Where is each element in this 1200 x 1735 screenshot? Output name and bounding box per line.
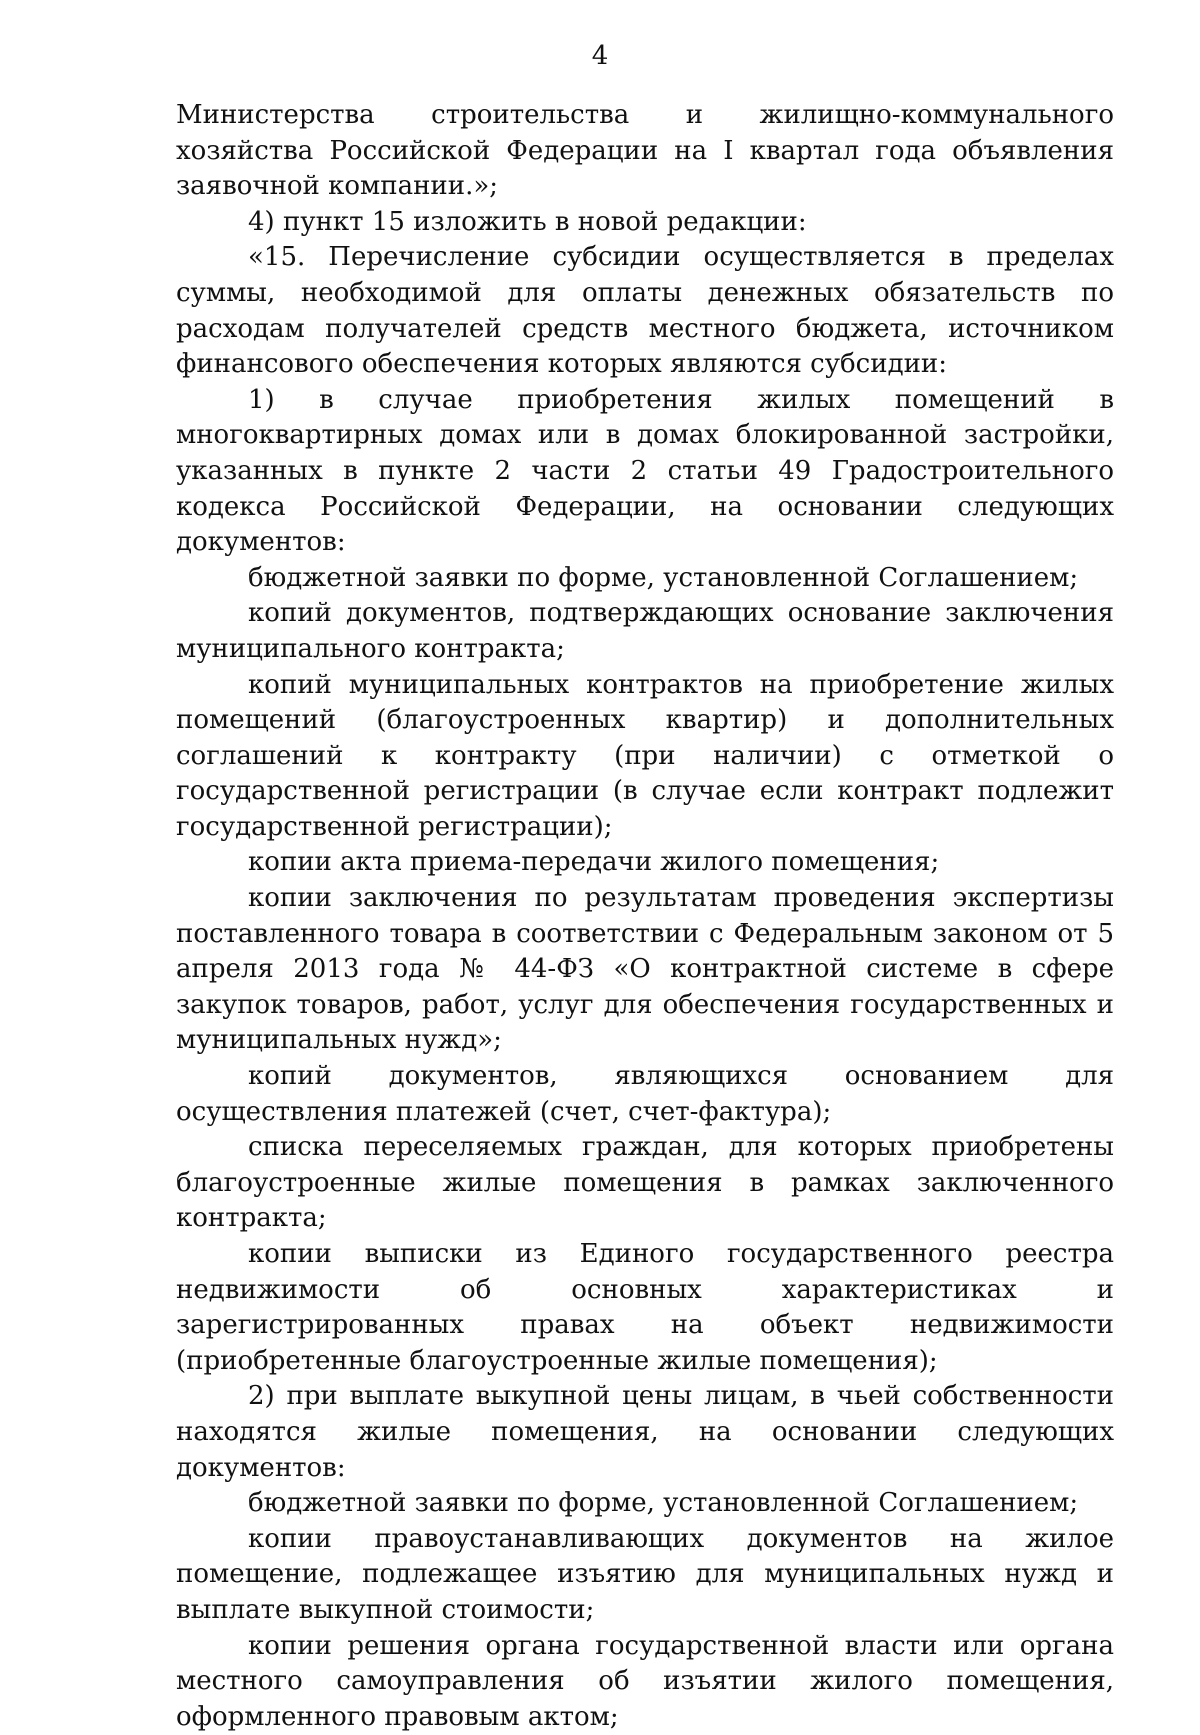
list-item-payment-docs: копий документов, являющихся основанием для осуществления платежей (счет, счет-фактура); xyxy=(176,1061,1114,1127)
list-item-title-documents: копии правоустанавливающих документов на жилое помещение, подлежащее изъятию для муниципальных нужд и выплате выкупной стоимости; xyxy=(176,1523,1114,1625)
paragraph-clause-15: «15. Перечисление субсидии осуществляется в пределах суммы, необходимой для оплаты денежных обязательств по расходам получателей средств местного бюджета, источником финансового обеспечения которых являются субсидии: xyxy=(176,242,1114,380)
paragraph-subitem-1: 1) в случае приобретения жилых помещений в многоквартирных домах или в домах блокированной застройки, указанных в пункте 2 части 2 статьи 49 Градостроительного кодекса Российской Федерации, на основании следующих документов: xyxy=(176,384,1114,558)
paragraph-subitem-2: 2) при выплате выкупной цены лицам, в чьей собственности находятся жилые помещения, на основании следующих документов: xyxy=(176,1381,1114,1483)
list-item-seizure-decision: копии решения органа государственной власти или органа местного самоуправления об изъятии жилого помещения, оформленного правовым актом; xyxy=(176,1630,1114,1732)
page-number: 4 xyxy=(591,41,609,71)
list-item-contract-basis-docs: копий документов, подтверждающих основание заключения муниципального контракта; xyxy=(176,598,1114,664)
document-body xyxy=(176,98,1114,1735)
paragraph-item-4: 4) пункт 15 изложить в новой редакции: xyxy=(248,206,807,237)
list-item-expertise-conclusion: копии заключения по результатам проведения экспертизы поставленного товара в соответствии с Федеральным законом от 5 апреля 2013 года № 44-ФЗ «О контрактной системе в сфере закупок товаров, работ, услуг для обеспечения государственных и муниципальных нужд»; xyxy=(176,883,1114,1056)
list-item-transfer-act: копии акта приема-передачи жилого помещения; xyxy=(248,847,940,878)
list-item-registry-extract: копии выписки из Единого государственного реестра недвижимости об основных характеристиках и зарегистрированных правах на объект недвижимости (приобретенные благоустроенные жилые помещения); xyxy=(176,1239,1114,1376)
list-item-resettled-citizens: списка переселяемых граждан, для которых приобретены благоустроенные жилые помещения в рамках заключенного контракта; xyxy=(176,1132,1114,1234)
list-item-budget-request: бюджетной заявки по форме, установленной Соглашением; xyxy=(248,562,1079,593)
paragraph-ministry-continuation: Министерства строительства и жилищно-коммунального хозяйства Российской Федерации на I квартал года объявления заявочной компании.»; xyxy=(176,100,1114,202)
list-item-budget-request-2: бюджетной заявки по форме, установленной Соглашением; xyxy=(248,1488,1079,1519)
list-item-municipal-contracts: копий муниципальных контрактов на приобретение жилых помещений (благоустроенных квартир) и дополнительных соглашений к контракту (при наличии) с отметкой о государственной регистрации (в случае если контракт подлежит государственной регистрации); xyxy=(176,669,1114,842)
